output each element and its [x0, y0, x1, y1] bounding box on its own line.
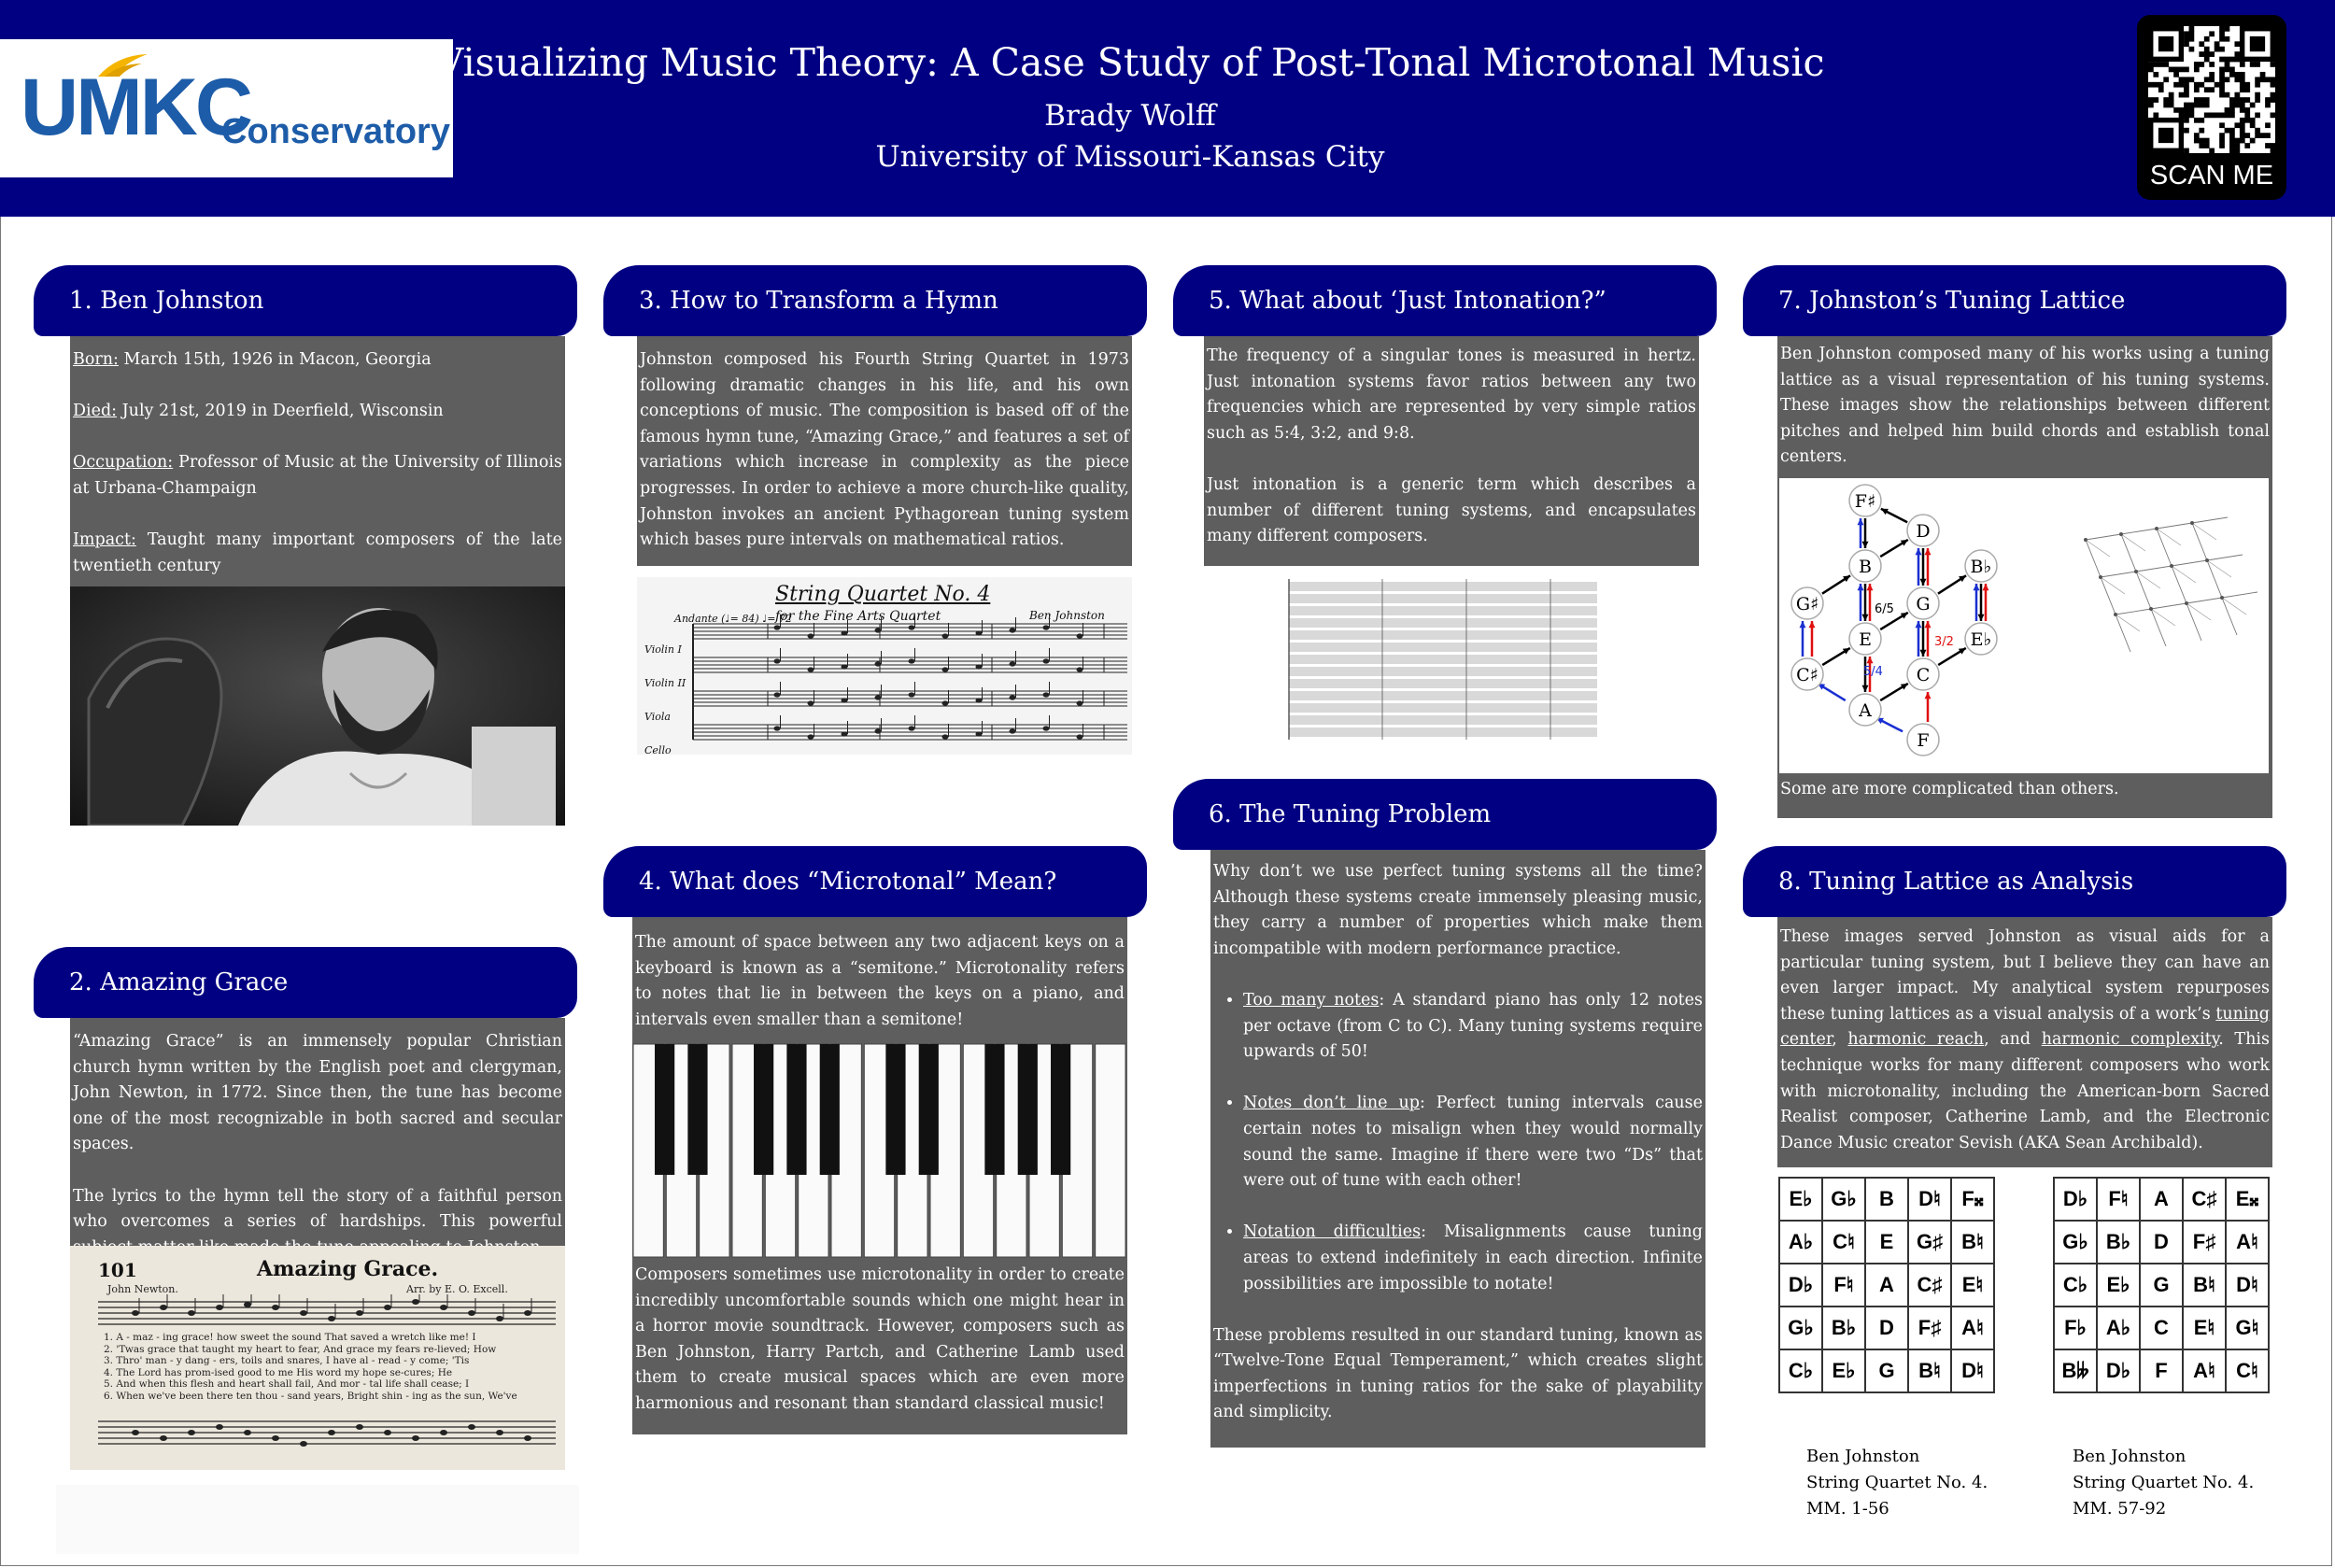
died-label: Died: — [73, 402, 118, 421]
grid-row — [1779, 1307, 1994, 1349]
score-dedication: for the Fine Arts Quartet — [775, 609, 941, 624]
s7-caption: Some are more complicated than others. — [1780, 780, 2119, 798]
lyric-line: 3. Thro' man - y dang - ers, toils and snares, I have al - read - y come; 'Tis — [104, 1355, 470, 1367]
s3-paragraph-1: Johnston composed his Fourth String Quartet in 1973 following dramatic changes in his life, and his own conceptions of music. The composition is based off of the famous hymn tune, “Amazing Grace,” and features a set of variations which increase in complexity as the piece progresses. In order to achieve a more church-like quality, Johnston invokes an ancient Pythagorean tuning system which bases pure intervals on mathematical ratios. — [640, 350, 1129, 550]
grid-cell: B𝄫 — [2054, 1349, 2097, 1392]
grid-cell: G♮ — [2226, 1307, 2269, 1349]
lattice3d-node — [2185, 601, 2188, 605]
grid-cell: D♭ — [2054, 1178, 2097, 1221]
lyric-line: 4. The Lord has prom-ised good to me His word my hope se-cures; He — [104, 1366, 453, 1378]
section-4-heading: 4. What does “Microtonal” Mean? — [603, 846, 1147, 917]
johnston-photo — [70, 586, 565, 826]
score-note — [842, 731, 848, 736]
score-note — [1043, 692, 1050, 697]
grid-cell: B♭ — [1822, 1307, 1865, 1349]
grid-row — [2054, 1264, 2269, 1307]
list-item — [1243, 1220, 1703, 1297]
hymn-sheet — [70, 1246, 565, 1470]
grid-cell: D♮ — [2226, 1264, 2269, 1307]
grid-cell: B♮ — [1951, 1221, 1994, 1264]
white-key — [1096, 1044, 1125, 1257]
section-7-text — [1777, 336, 2272, 474]
grid-cell: A — [1865, 1264, 1908, 1307]
s2-paragraph-2: The lyrics to the hymn tell the story of a faithful person who overcomes a series of hardships. This powerful — [73, 1186, 562, 1232]
score-note — [808, 700, 814, 705]
grid-cell: F♮ — [2097, 1178, 2140, 1221]
black-key — [820, 1044, 840, 1175]
caption-line: String Quartet No. 4. — [2073, 1473, 2255, 1492]
section-6-heading: 6. The Tuning Problem — [1173, 779, 1717, 850]
score-note — [1077, 633, 1083, 638]
section-7-caption-box — [1777, 773, 2272, 818]
score-note — [942, 734, 949, 739]
hymn-bass-note — [272, 1435, 279, 1441]
grid-cell: D — [1865, 1307, 1908, 1349]
list-item — [1243, 988, 1703, 1066]
black-key — [687, 1044, 707, 1175]
grid-cell: F♮ — [1822, 1264, 1865, 1307]
grid-cell: G — [1865, 1349, 1908, 1392]
hymn-note — [300, 1310, 307, 1316]
score-note — [808, 667, 814, 671]
score-note — [875, 695, 882, 699]
black-key — [754, 1044, 773, 1175]
instrument-label: Cello — [644, 744, 672, 755]
score-note — [976, 731, 983, 736]
lattice-node-label: F — [1917, 730, 1930, 751]
grid-cell: G♯ — [1908, 1221, 1951, 1264]
ratio-label: 6/5 — [1875, 602, 1894, 616]
born-value: March 15th, 1926 in Macon, Georgia — [118, 350, 432, 369]
piano-keys-icon — [632, 1042, 1127, 1259]
score-note — [1043, 625, 1050, 629]
score-note — [1010, 661, 1016, 666]
instrument-label: Violin II — [644, 677, 686, 689]
score-note — [909, 625, 915, 629]
hymn-bass-note — [160, 1435, 167, 1441]
hymn-note — [496, 1316, 503, 1321]
grid-cell: E♭ — [2097, 1264, 2140, 1307]
hymn-note — [384, 1305, 391, 1310]
score-note — [875, 728, 882, 733]
poster-title: Visualizing Music Theory: A Case Study of Post-Tonal Microtonal Music — [435, 40, 1825, 85]
hymn-title: Amazing Grace. — [257, 1257, 439, 1281]
lattice3d-node — [2205, 558, 2209, 562]
score-note — [942, 667, 949, 671]
impact-label: Impact: — [73, 530, 136, 550]
grid-cell: A♮ — [2226, 1221, 2269, 1264]
hymn-note — [160, 1305, 167, 1310]
grid-cell: A — [2140, 1178, 2183, 1221]
poster-author: Brady Wolff — [1044, 99, 1216, 133]
died-value: July 21st, 2019 in Deerfield, Wisconsin — [117, 402, 444, 421]
qr-pattern — [2148, 26, 2275, 153]
score-note — [1043, 726, 1050, 730]
black-key — [786, 1044, 806, 1175]
grid-cell: B♮ — [2183, 1264, 2226, 1307]
grid-cell: A♮ — [1951, 1307, 1994, 1349]
hymn-author: John Newton. — [107, 1283, 178, 1295]
s2-paragraph-1: “Amazing Grace” is an immensely popular Christian church hymn written by the English poet and clergyman, John Newton, in 1772. Since then, the tune has become one of the most recognizable in both sacred and secular spaces. — [73, 1032, 562, 1154]
lattice3d-node — [2119, 532, 2123, 536]
hymn-note — [188, 1310, 195, 1316]
lattice-node-label: A — [1859, 700, 1872, 721]
score-note — [774, 692, 781, 697]
qr-label: SCAN ME — [2149, 161, 2274, 191]
hymn-note — [272, 1305, 279, 1310]
caption-line: MM. 1-56 — [1806, 1499, 1889, 1519]
black-key — [984, 1044, 1004, 1175]
hymn-bass-note — [328, 1430, 335, 1435]
qr-icon — [2148, 26, 2275, 153]
score-note — [1010, 728, 1016, 733]
grid-cell: G♭ — [2054, 1221, 2097, 1264]
black-key — [919, 1044, 939, 1175]
section-2-heading: 2. Amazing Grace — [34, 947, 577, 1018]
section-4-text-top — [632, 917, 1127, 1042]
score-note — [1077, 667, 1083, 671]
hymn-note — [216, 1305, 223, 1310]
list-item — [1243, 1091, 1703, 1194]
lattice-node-label: D — [1916, 521, 1931, 542]
lattice3d-node — [2149, 607, 2153, 611]
score-tempo: Andante (♩= 84) ♩= 72 — [674, 613, 793, 625]
s8-text-b: . This technique works for many different composers who work with microtonality, including the American-born Sacred Realist composer, Catherine Lamb, and the Electronic Dance Music creator Sevish (AKA Sean Archibald). — [1780, 1030, 2270, 1152]
umkc-logo — [0, 39, 453, 177]
blank-strip — [56, 1485, 579, 1554]
tuning-lattice-diagram — [1777, 474, 2272, 773]
score-note — [808, 633, 814, 638]
grid-cell: F𝄪 — [1951, 1178, 1994, 1221]
grid-row — [1779, 1221, 1994, 1264]
lyric-line: 1. A - maz - ing grace! how sweet the sound That saved a wretch like me! I — [104, 1332, 476, 1343]
bullet-label: Notation difficulties — [1243, 1222, 1422, 1242]
bullet-text: : Perfect tuning intervals cause certain notes to misalign when they would normally sound the same. Imagine if there were two “Ds” that were out of tune with each other! — [1243, 1094, 1704, 1191]
grid-cell: C♯ — [2183, 1178, 2226, 1221]
qr-code[interactable] — [2137, 15, 2286, 200]
grid-cell: E♮ — [1951, 1264, 1994, 1307]
score-note — [976, 664, 983, 669]
orchestral-score — [1270, 570, 1614, 742]
score-note — [909, 658, 915, 663]
score-note — [909, 726, 915, 730]
lattice-node-label: G♯ — [1795, 594, 1819, 614]
grid-cell: C♯ — [1908, 1264, 1951, 1307]
grid-cell: D♮ — [1951, 1349, 1994, 1392]
caption-line: String Quartet No. 4. — [1806, 1473, 1988, 1492]
score-note — [942, 700, 949, 705]
lyric-line: 2. 'Twas grace that taught my heart to fear, And grace my fears re-lieved; How — [104, 1343, 497, 1355]
hymn-lyrics — [104, 1332, 552, 1403]
instrument-label: Violin I — [644, 643, 682, 656]
grid-cell: E — [1865, 1221, 1908, 1264]
hymn-bass-note — [524, 1435, 531, 1441]
lattice-node-label: B♭ — [1970, 557, 1992, 577]
hymn-note — [132, 1310, 139, 1316]
grid-cell: G♭ — [1822, 1178, 1865, 1221]
bullet-text: : A standard piano has only 12 notes per octave (from C to C). Many tuning systems require upwards of 50! — [1243, 990, 1704, 1062]
grid-cell: C♭ — [2054, 1264, 2097, 1307]
term-tuning-center: tuning center — [1780, 1004, 2270, 1050]
lattice3d-node — [2084, 538, 2087, 542]
section-6-text — [1210, 850, 1705, 1448]
score-note — [909, 692, 915, 697]
hymn-note — [524, 1310, 531, 1316]
s8-paragraph — [1780, 925, 2270, 1156]
bullet-label: Too many notes — [1243, 990, 1380, 1010]
black-key — [885, 1044, 905, 1175]
section-1-heading: 1. Ben Johnston — [34, 265, 577, 336]
lattice-node-label: C — [1916, 665, 1931, 685]
s4-paragraph-1: The amount of space between any two adjacent keys on a keyboard is known as a “semitone.” Microtonality refers to notes that lie in between the keys on a piano, and intervals even smaller than a semitone! — [635, 933, 1125, 1029]
score-note — [808, 734, 814, 739]
hymn-number: 101 — [98, 1259, 137, 1281]
lattice-grid-1 — [1778, 1177, 1995, 1393]
s5-paragraph-2: Just intonation is a generic term which describes a number of different tuning systems, and encapsulates many different composers. — [1207, 474, 1696, 546]
score-note — [774, 625, 781, 629]
lattice-node-label: B — [1859, 557, 1872, 577]
score-note — [875, 661, 882, 666]
grid-cell: B♭ — [2097, 1221, 2140, 1264]
grid-cell: E♭ — [1822, 1349, 1865, 1392]
score-note — [774, 658, 781, 663]
logo-conservatory-text: Conservatory — [221, 112, 450, 151]
string-quartet-score — [637, 577, 1132, 755]
grid-row — [1779, 1264, 1994, 1307]
score-staves-icon — [637, 577, 1132, 755]
grid-cell: E♭ — [1779, 1178, 1822, 1221]
occupation-label: Occupation: — [73, 453, 174, 473]
ratio-label: 5/4 — [1863, 665, 1883, 679]
s6-paragraph-1: Why don’t we use perfect tuning systems all the time? Although these systems create immensely pleasing music, they carry a number of properties which make them incompatible with modern performance practice. — [1213, 862, 1703, 958]
hymn-arranger: Arr. by E. O. Excell. — [406, 1283, 508, 1295]
s4-paragraph-2: Composers sometimes use microtonality in order to create incredibly uncomfortable sounds which one might hear in a horror movie soundtrack. However, composers such as Ben Johnston, Harry Partch, and Catherine Lamb used them to create musical spaces which are even more harmonious and resonant than standard classical music! — [635, 1265, 1125, 1413]
black-key — [1051, 1044, 1070, 1175]
s8-sep: , and — [1984, 1030, 2042, 1050]
hymn-bass-note — [244, 1430, 251, 1435]
instrument-label: Viola — [644, 711, 671, 723]
lattice3d-node — [2155, 527, 2158, 530]
born-label: Born: — [73, 350, 119, 369]
logo-umkc-text: UMKC — [21, 63, 250, 152]
bullet-label: Notes don’t line up — [1243, 1094, 1420, 1113]
grid-cell: F♯ — [2183, 1221, 2226, 1264]
grid-cell: C — [2140, 1307, 2183, 1349]
section-7-heading: 7. Johnston’s Tuning Lattice — [1743, 265, 2286, 336]
hymn-note — [440, 1305, 447, 1310]
section-8-heading: 8. Tuning Lattice as Analysis — [1743, 846, 2286, 917]
section-2-text — [70, 1018, 565, 1246]
grid-cell: E𝄪 — [2226, 1178, 2269, 1221]
bullet-text: : Misalignments cause tuning areas to extend indefinitely in each direction. Infinite possibilities are impossible to notate! — [1243, 1222, 1703, 1293]
occupation-value: Professor of Music at the University of Illinois at Urbana-Champaign — [73, 453, 562, 498]
grid-cell: D♭ — [1779, 1264, 1822, 1307]
grid-cell: D♮ — [1908, 1178, 1951, 1221]
grid-row — [2054, 1178, 2269, 1221]
hymn-bass-note — [216, 1424, 223, 1430]
grid-row — [1779, 1178, 1994, 1221]
tuning-problem-list — [1213, 988, 1703, 1297]
score-note — [976, 630, 983, 635]
portrait-icon — [70, 586, 565, 826]
s6-paragraph-2: These problems resulted in our standard tuning, known as “Twelve-Tone Equal Temperament,” which creates slight imperfections in tuning ratios for the sake of playability and simplicity. — [1213, 1325, 1703, 1422]
lattice3d-node — [2134, 570, 2138, 573]
poster-affiliation: University of Missouri-Kansas City — [875, 140, 1385, 174]
hymn-note — [328, 1316, 335, 1321]
lattice3d-node — [2114, 613, 2117, 616]
ratio-label: 3/2 — [1934, 635, 1954, 649]
hymn-bass-note — [356, 1424, 363, 1430]
score-note — [942, 633, 949, 638]
lattice3d-node — [2220, 596, 2224, 600]
score-note — [842, 698, 848, 702]
grid-cell: C♭ — [1779, 1349, 1822, 1392]
hymn-bass-note — [188, 1430, 195, 1435]
lattice3d-node — [2190, 521, 2194, 525]
caption-line: Ben Johnston — [2073, 1447, 2186, 1466]
grid-cell: D♭ — [2097, 1349, 2140, 1392]
grid-cell: B♮ — [1908, 1349, 1951, 1392]
hymn-note — [412, 1299, 419, 1305]
grid-cell: B — [1865, 1178, 1908, 1221]
grid-cell: D — [2140, 1221, 2183, 1264]
hymn-bass-note — [384, 1430, 391, 1435]
grid-cell: F♯ — [1908, 1307, 1951, 1349]
grid-row — [1779, 1349, 1994, 1392]
score-note — [1077, 734, 1083, 739]
hymn-bass-note — [468, 1424, 475, 1430]
score-note — [1043, 658, 1050, 663]
section-4-text-bottom — [632, 1259, 1127, 1434]
lyric-line: 6. When we've been there ten thou - sand years, Bright shin - ing as the sun, We've — [104, 1390, 517, 1402]
piano-keyboard — [632, 1042, 1127, 1259]
lattice3d-node — [2170, 564, 2173, 568]
grid-cell: F — [2140, 1349, 2183, 1392]
lattice-node-label: G — [1916, 594, 1931, 614]
lattice-node-label: E♭ — [1970, 629, 1992, 650]
grid-cell: A♭ — [2097, 1307, 2140, 1349]
hymn-bass-note — [440, 1430, 447, 1435]
lattice-node-label: F♯ — [1854, 491, 1876, 512]
section-8-text — [1777, 917, 2272, 1167]
section-5-text — [1204, 336, 1699, 566]
lattice-figure — [1777, 474, 2272, 773]
term-harmonic-complexity: harmonic complexity — [2041, 1030, 2219, 1050]
score-composer: Ben Johnston — [1029, 609, 1105, 622]
caption-line: Ben Johnston — [1806, 1447, 1920, 1466]
section-3-text — [637, 336, 1132, 566]
score-note — [842, 664, 848, 669]
score-title: String Quartet No. 4 — [775, 583, 991, 606]
grid-cell: G — [2140, 1264, 2183, 1307]
hymn-bass-note — [300, 1441, 307, 1447]
black-key — [1018, 1044, 1038, 1175]
section-3-heading: 3. How to Transform a Hymn — [603, 265, 1147, 336]
lattice3d-node — [2099, 575, 2102, 579]
section-5-heading: 5. What about ‘Just Intonation?” — [1173, 265, 1717, 336]
hymn-note — [468, 1310, 475, 1316]
black-key — [655, 1044, 674, 1175]
score-note — [1010, 695, 1016, 699]
score-note — [774, 726, 781, 730]
lattice-grid-2 — [2053, 1177, 2270, 1393]
score-note — [875, 628, 882, 632]
grid-row — [2054, 1349, 2269, 1392]
grid-cell: E♮ — [2183, 1307, 2226, 1349]
grid-cell: C♮ — [1822, 1221, 1865, 1264]
lattice-node-label: E — [1859, 629, 1872, 650]
lyric-line: 5. And when this flesh and heart shall fail, And mor - tal life shall cease; I — [104, 1378, 470, 1391]
impact-value: Taught many important composers of the late twentieth century — [73, 530, 562, 575]
grid-cell: A♭ — [1779, 1221, 1822, 1264]
grid-2-caption — [2073, 1444, 2254, 1522]
grid-row — [2054, 1307, 2269, 1349]
hymn-note — [356, 1310, 363, 1316]
lattice-node-label: C♯ — [1796, 665, 1818, 685]
hymn-bass-note — [496, 1430, 503, 1435]
s5-paragraph-1: The frequency of a singular tones is measured in hertz. Just intonation systems favor ratios between any two frequencies which are represented by very simple ratios such as 5:4, 3:2, and 9:8. — [1207, 346, 1696, 443]
header-banner — [0, 0, 2335, 217]
score-note — [976, 698, 983, 702]
s8-text-a: These images served Johnston as visual aids for a particular tuning system, but I believe they can have an even larger impact. My analytical system repurposes these tuning lattices as a visual analysis of a work’s — [1780, 927, 2270, 1024]
grid-cell: C♮ — [2226, 1349, 2269, 1392]
term-harmonic-reach: harmonic reach — [1847, 1030, 1985, 1050]
grid-cell: F♭ — [2054, 1307, 2097, 1349]
grid-row — [2054, 1221, 2269, 1264]
grid-cell: G♭ — [1779, 1307, 1822, 1349]
hymn-bass-note — [412, 1435, 419, 1441]
score-note — [1010, 628, 1016, 632]
grid-1-caption — [1806, 1444, 1988, 1522]
grid-cell: A♮ — [2183, 1349, 2226, 1392]
s8-sep: , — [1832, 1030, 1848, 1050]
hymn-note — [244, 1302, 251, 1307]
score-note — [842, 630, 848, 635]
hymn-bass-note — [132, 1430, 139, 1435]
orchestral-staves-icon — [1270, 570, 1614, 742]
score-note — [1077, 700, 1083, 705]
s7-paragraph-1: Ben Johnston composed many of his works using a tuning lattice as a visual representation of his tuning systems. These images show the relationships between different pitches and helped him build chords and establish tonal centers. — [1780, 345, 2270, 467]
caption-line: MM. 57-92 — [2073, 1499, 2167, 1519]
section-1-text — [70, 336, 565, 586]
